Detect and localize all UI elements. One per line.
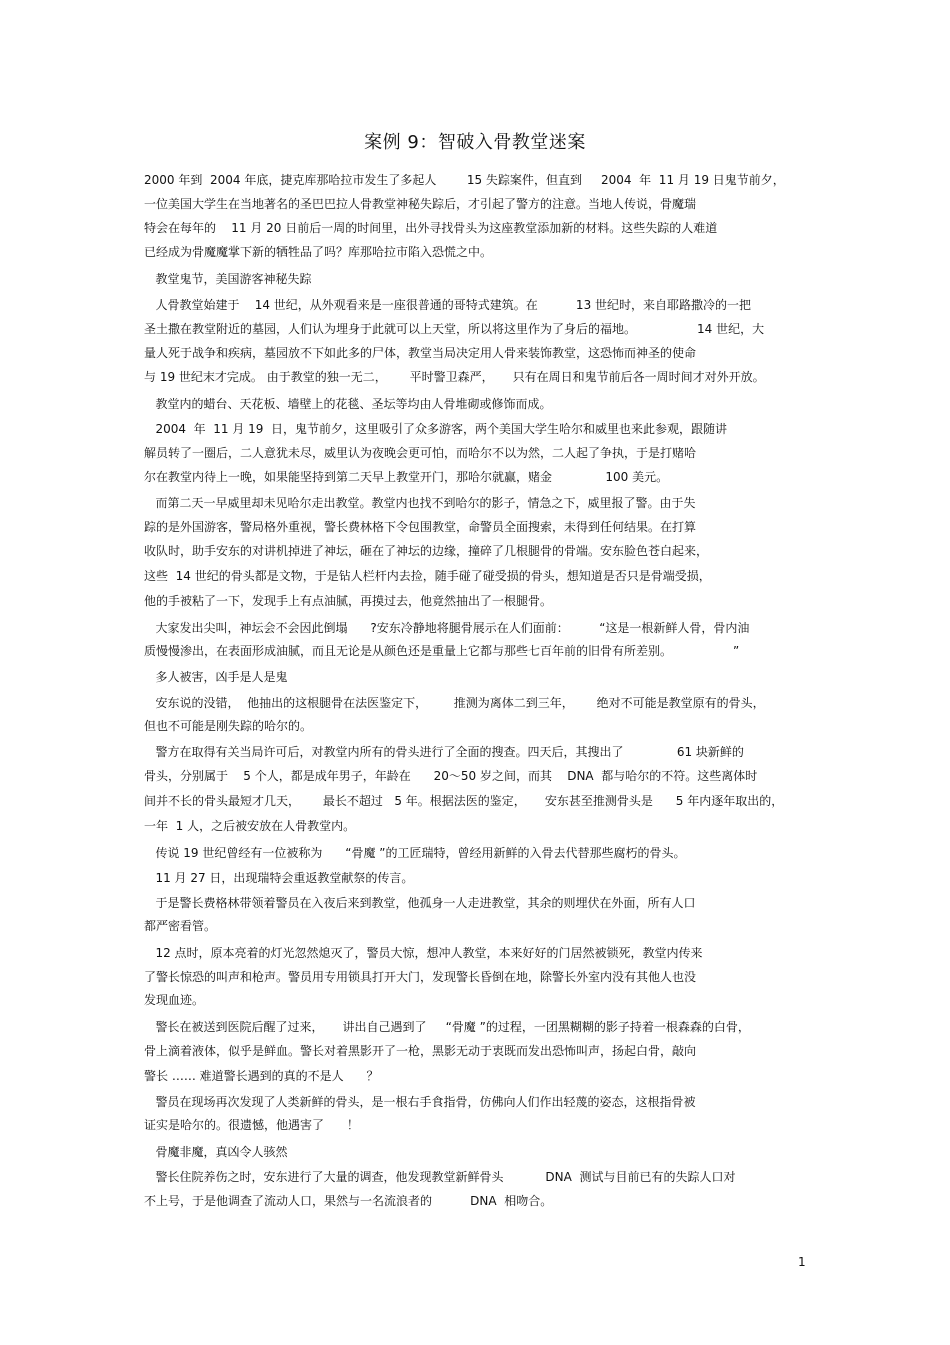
text-line: 传说 19 世纪曾经有一位被称为 “骨魔 ”的工匠瑞特，曾经用新鲜的入骨去代替那些腐朽的骨头。 [144, 846, 686, 860]
text-line: 教堂内的蜡台、天花板、墙壁上的花毯、圣坛等均由人骨堆砌或修饰而成。 [144, 397, 552, 411]
text-line: 发现血迹。 [144, 993, 205, 1007]
text-line: 11 月 27 日，出现瑞特会重返教堂献祭的传言。 [144, 871, 414, 885]
text-line: 间并不长的骨头最短才几天， 最长不超过 5 年。根据法医的鉴定， 安东甚至推测骨头是 5 年内逐年取出的， [144, 794, 784, 808]
text-line: 骨上滴着液体，似乎是鲜血。警长对着黑影开了一枪，黑影无动于衷既而发出恐怖叫声，扬起白骨，敲向 [144, 1044, 697, 1058]
text-line: 警长住院养伤之时，安东进行了大量的调查，他发现教堂新鲜骨头 DNA 测试与目前已有的失踪人口对 [144, 1170, 736, 1184]
text-line: 12 点时，原本亮着的灯光忽然熄灭了，警员大惊，想冲人教堂，本来好好的门居然被锁死，教堂内传来 [144, 946, 703, 960]
document-title: 案例 9：智破入骨教堂迷案 [364, 132, 586, 153]
text-line: 圣土撒在教堂附近的墓园，人们认为埋身于此就可以上天堂，所以将这里作为了身后的福地。 14 世纪，大 [144, 322, 765, 336]
text-line: 证实是哈尔的。很遗憾，他遇害了 ！ [144, 1118, 359, 1132]
section-heading: 教堂鬼节，美国游客神秘失踪 [144, 272, 312, 286]
text-line: 这些 14 世纪的骨头都是文物，于是钻人栏杆内去捡，随手碰了碰受损的骨头，想知道是否只是骨端受损， [144, 569, 711, 583]
section-heading: 多人被害，凶手是人是鬼 [144, 670, 288, 684]
text-line: 于是警长费格林带领着警员在入夜后来到教堂，他孤身一人走进教堂，其余的则埋伏在外面，所有人口 [144, 896, 696, 910]
text-line: 质慢慢渗出，在表面形成油腻，而且无论是从颜色还是重量上它都与那些七百年前的旧骨有所差别。 ” [144, 644, 740, 658]
text-line: 已经成为骨魔魔掌下新的牺牲品了吗？库那哈拉市陷入恐慌之中。 [144, 245, 493, 259]
text-line: 人骨教堂始建于 14 世纪，从外观看来是一座很普通的哥特式建筑。在 13 世纪时，来自耶路撒冷的一把 [144, 298, 752, 312]
text-line: 了警长惊恐的叫声和枪声。警员用专用锁具打开大门，发现警长昏倒在地，除警长外室内没有其他人也没 [144, 970, 697, 984]
text-line: 解员转了一圈后，二人意犹未尽，威里认为夜晚会更可怕，而哈尔不以为然，二人起了争执，于是打赌哈 [144, 446, 697, 460]
text-line: 都严密看管。 [144, 919, 217, 933]
text-line: 收队时，助手安东的对讲机掉进了神坛，砸在了神坛的边缘，撞碎了几根腿骨的骨端。安东脸色苍白起来， [144, 544, 709, 558]
section-heading: 骨魔非魔，真凶令人骇然 [144, 1145, 288, 1159]
text-line: 警长 …… 难道警长遇到的真的不是人 ？ [144, 1069, 379, 1083]
text-line: 警长在被送到医院后醒了过来， 讲出自己遇到了 “骨魔 ”的过程，一团黑糊糊的影子持着一根森森的白骨， [144, 1020, 750, 1034]
text-line: 他的手被粘了一下，发现手上有点油腻，再摸过去，他竟然抽出了一根腿骨。 [144, 594, 553, 608]
text-line: 量人死于战争和疾病，墓园放不下如此多的尸体，教堂当局决定用人骨来装饰教堂，这恐怖而神圣的使命 [144, 346, 697, 360]
text-line: 但也不可能是刚失踪的哈尔的。 [144, 719, 313, 733]
text-line: 骨头，分别属于 5 个人，都是成年男子，年龄在 20～50 岁之间，而其 DNA 都与哈尔的不符。这些离体时 [144, 769, 758, 783]
text-line: 踪的是外国游客，警局格外重视，警长费林格下令包围教堂，命警员全面搜索，未得到任何结果。在打算 [144, 520, 697, 534]
text-line: 一位美国大学生在当地著名的圣巴巴拉人骨教堂神秘失踪后，才引起了警方的注意。当地人传说，骨魔瑞 [144, 197, 697, 211]
text-line: 大家发出尖叫，神坛会不会因此倒塌 ?安东冷静地将腿骨展示在人们面前： “这是一根新鲜人骨，骨内油 [144, 621, 750, 635]
text-line: 2000 年到 2004 年底，捷克库那哈拉市发生了多起人 15 失踪案件，但直到 2004 年 11 月 19 日鬼节前夕， [144, 173, 785, 187]
text-line: 特会在每年的 11 月 20 日前后一周的时间里，出外寻找骨头为这座教堂添加新的材料。这些失踪的人难道 [144, 221, 718, 235]
text-line: 而第二天一早威里却未见哈尔走出教堂。教堂内也找不到哈尔的影子，情急之下，威里报了警。由于失 [144, 496, 696, 510]
text-line: 2004 年 11 月 19 日，鬼节前夕，这里吸引了众多游客，两个美国大学生哈尔和威里也来此参观，跟随讲 [144, 422, 728, 436]
text-line: 不上号，于是他调查了流动人口，果然与一名流浪者的 DNA 相吻合。 [144, 1194, 553, 1208]
text-line: 安东说的没错， 他抽出的这根腿骨在法医鉴定下， 推测为离体二到三年， 绝对不可能是教堂原有的骨头， [144, 696, 765, 710]
page-number: 1 [798, 1255, 806, 1269]
text-line: 警方在取得有关当局许可后，对教堂内所有的骨头进行了全面的搜查。四天后，其搜出了 61 块新鲜的 [144, 745, 744, 759]
text-line: 尔在教堂内待上一晚，如果能坚持到第二天早上教堂开门，那哈尔就赢，赌金 100 美元。 [144, 470, 669, 484]
text-line: 与 19 世纪末才完成。 由于教堂的独一无二， 平时警卫森严， 只有在周日和鬼节前后各一周时间才对外开放。 [144, 370, 765, 384]
text-line: 一年 1 人，之后被安放在人骨教堂内。 [144, 819, 356, 833]
text-line: 警员在现场再次发现了人类新鲜的骨头，是一根右手食指骨，仿佛向人们作出轻蔑的姿态，这根指骨被 [144, 1095, 696, 1109]
